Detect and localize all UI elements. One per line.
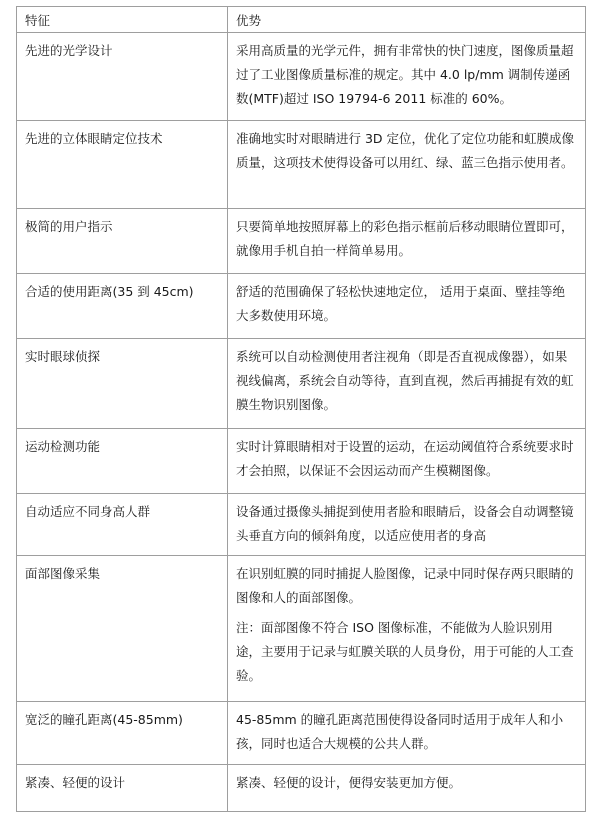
advantage-cell: 45-85mm 的瞳孔距离范围使得设备同时适用于成年人和小孩，同时也适合大规模的公共人群。 [228,702,586,765]
table-row [17,121,586,209]
advantage-cell: 准确地实时对眼睛进行 3D 定位，优化了定位功能和虹膜成像质量，这项技术使得设备可以用红、绿、蓝三色指示使用者。 [228,121,586,209]
table-row [17,765,586,812]
feature-cell: 自动适应不同身高人群 [17,494,228,556]
advantage-cell: 采用高质量的光学元件，拥有非常快的快门速度，图像质量超过了工业图像质量标准的规定。其中 4.0 lp/mm 调制传递函数(MTF)超过 ISO 19794-6 2011 标准的 60%。 [228,33,586,121]
table-row [17,494,586,556]
feature-cell: 实时眼球侦探 [17,339,228,429]
feature-cell: 面部图像采集 [17,556,228,702]
table-row [17,33,586,121]
feature-cell: 宽泛的瞳孔距离(45-85mm) [17,702,228,765]
advantage-cell: 实时计算眼睛相对于设置的运动，在运动阈值符合系统要求时才会拍照，以保证不会因运动而产生模糊图像。 [228,429,586,494]
feature-cell: 运动检测功能 [17,429,228,494]
feature-cell: 紧凑、轻便的设计 [17,765,228,812]
table-row [17,702,586,765]
table-row [17,274,586,339]
feature-cell: 先进的光学设计 [17,33,228,121]
advantage-cell: 设备通过摄像头捕捉到使用者脸和眼睛后，设备会自动调整镜头垂直方向的倾斜角度，以适应使用者的身高 [228,494,586,556]
table-row [17,339,586,429]
feature-cell: 合适的使用距离(35 到 45cm) [17,274,228,339]
advantage-cell: 舒适的范围确保了轻松快速地定位， 适用于桌面、壁挂等绝大多数使用环境。 [228,274,586,339]
table-row [17,556,586,702]
table-header-row [17,7,586,33]
feature-cell: 先进的立体眼睛定位技术 [17,121,228,209]
advantage-note: 注：面部图像不符合 ISO 图像标准，不能做为人脸识别用途，主要用于记录与虹膜关联的人员身份，用于可能的人工查验。 [236,620,574,683]
table-row [17,429,586,494]
table-row [17,209,586,274]
advantage-cell: 紧凑、轻便的设计，便得安装更加方便。 [228,765,586,812]
advantage-text: 在识别虹膜的同时捕捉人脸图像，记录中同时保存两只眼睛的图像和人的面部图像。 [236,566,574,605]
advantage-cell [228,556,586,702]
advantage-cell: 系统可以自动检测使用者注视角（即是否直视成像器），如果视线偏离，系统会自动等待，直到直视，然后再捕捉有效的虹膜生物识别图像。 [228,339,586,429]
header-advantage: 优势 [228,7,586,33]
advantage-cell: 只要简单地按照屏幕上的彩色指示框前后移动眼睛位置即可，就像用手机自拍一样简单易用。 [228,209,586,274]
feature-advantage-table [16,6,586,812]
feature-cell: 极简的用户指示 [17,209,228,274]
header-feature: 特征 [17,7,228,33]
